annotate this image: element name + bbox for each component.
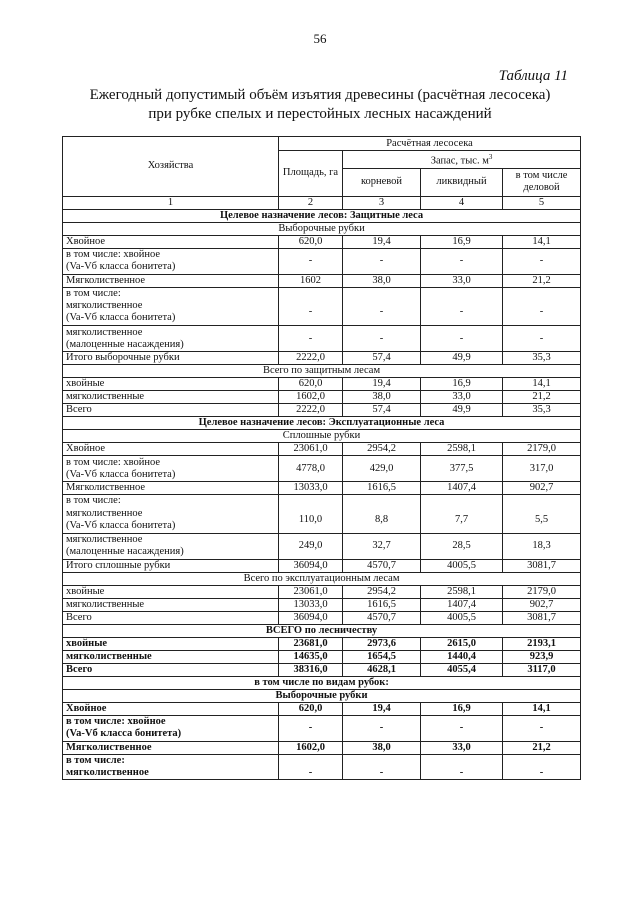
table-row [63, 702, 581, 715]
cell-liquid-stock [421, 287, 503, 300]
cell-root-stock: - [343, 300, 421, 326]
cell-area: 2222,0 [279, 404, 343, 417]
cell-root-stock: - [343, 715, 421, 741]
cell-business-stock: 923,9 [503, 650, 581, 663]
cell-business-stock: 2193,1 [503, 637, 581, 650]
cell-root-stock [343, 495, 421, 508]
header-number-1: 1 [63, 196, 279, 209]
cell-liquid-stock: 33,0 [421, 274, 503, 287]
table-row [63, 404, 581, 417]
row-label: мягколиственные [63, 391, 279, 404]
cell-liquid-stock: 377,5 [421, 456, 503, 482]
header-stock-sup: 3 [488, 153, 493, 161]
subsection-row [63, 222, 581, 235]
cell-business-stock: 3117,0 [503, 663, 581, 676]
cell-root-stock: 8,8 [343, 507, 421, 533]
cell-business-stock: 5,5 [503, 507, 581, 533]
cell-root-stock: 4628,1 [343, 663, 421, 676]
cell-business-stock: 14,1 [503, 702, 581, 715]
cell-root-stock: 1616,5 [343, 598, 421, 611]
subsection-title: Выборочные рубки [63, 689, 581, 702]
row-label: хвойные [63, 378, 279, 391]
cell-area: 110,0 [279, 507, 343, 533]
cell-area: 36094,0 [279, 559, 343, 572]
section-title: Целевое назначение лесов: Эксплуатационные леса [63, 417, 581, 430]
cell-liquid-stock: 28,5 [421, 533, 503, 559]
cell-area: 4778,0 [279, 456, 343, 482]
row-label: Мягколиственное [63, 741, 279, 754]
cell-root-stock: 38,0 [343, 274, 421, 287]
cell-area: 13033,0 [279, 482, 343, 495]
cell-business-stock: 2179,0 [503, 585, 581, 598]
cell-root-stock: 2954,2 [343, 585, 421, 598]
table-body [63, 209, 581, 779]
cell-business-stock: - [503, 248, 581, 274]
section-row [63, 676, 581, 689]
cell-liquid-stock: 4005,5 [421, 559, 503, 572]
row-label: Хвойное [63, 235, 279, 248]
cell-root-stock [343, 287, 421, 300]
cell-root-stock: 429,0 [343, 456, 421, 482]
cell-liquid-stock: 33,0 [421, 391, 503, 404]
cell-area: 38316,0 [279, 663, 343, 676]
row-label: в том числе: [63, 754, 279, 767]
cell-liquid-stock: 16,9 [421, 235, 503, 248]
cell-root-stock: 4570,7 [343, 559, 421, 572]
cell-root-stock: - [343, 248, 421, 274]
cell-root-stock: 1654,5 [343, 650, 421, 663]
cell-area: 1602,0 [279, 391, 343, 404]
table-row [63, 456, 581, 482]
subsection-row [63, 365, 581, 378]
subsection-title: Всего по эксплуатационным лесам [63, 572, 581, 585]
row-label: мягколиственные [63, 598, 279, 611]
table-row [63, 274, 581, 287]
cell-area: 36094,0 [279, 611, 343, 624]
cell-liquid-stock: 16,9 [421, 702, 503, 715]
table-row [63, 767, 581, 780]
table-header [63, 137, 581, 210]
felling-table [62, 136, 581, 780]
table-row [63, 326, 581, 352]
row-label: хвойные [63, 585, 279, 598]
cell-liquid-stock: - [421, 767, 503, 780]
cell-area: - [279, 248, 343, 274]
table-row [63, 611, 581, 624]
cell-area: 249,0 [279, 533, 343, 559]
cell-liquid-stock: 2598,1 [421, 443, 503, 456]
section-row [63, 209, 581, 222]
table-row [63, 650, 581, 663]
row-label: мягколиственное [63, 767, 279, 780]
cell-business-stock: 35,3 [503, 352, 581, 365]
table-row [63, 507, 581, 533]
cell-business-stock: 21,2 [503, 274, 581, 287]
cell-liquid-stock: 4055,4 [421, 663, 503, 676]
subsection-title: Сплошные рубки [63, 430, 581, 443]
cell-business-stock: 18,3 [503, 533, 581, 559]
cell-liquid-stock [421, 754, 503, 767]
table-row [63, 754, 581, 767]
cell-area: 23061,0 [279, 443, 343, 456]
cell-area: 14635,0 [279, 650, 343, 663]
section-title: в том числе по видам рубок: [63, 676, 581, 689]
header-group-main: Расчётная лесосека [279, 137, 581, 151]
table-row [63, 741, 581, 754]
table-row [63, 235, 581, 248]
table-row [63, 378, 581, 391]
cell-root-stock: 38,0 [343, 741, 421, 754]
cell-business-stock: 35,3 [503, 404, 581, 417]
table-row [63, 715, 581, 741]
header-root: корневой [343, 168, 421, 196]
cell-liquid-stock: 1407,4 [421, 598, 503, 611]
cell-area [279, 754, 343, 767]
cell-liquid-stock: 49,9 [421, 404, 503, 417]
table-row [63, 495, 581, 508]
row-label: Всего [63, 611, 279, 624]
cell-business-stock: - [503, 300, 581, 326]
header-area: Площадь, га [279, 151, 343, 197]
cell-liquid-stock: 16,9 [421, 378, 503, 391]
table-row [63, 533, 581, 559]
subsection-row [63, 689, 581, 702]
table-label: Таблица 11 [498, 68, 568, 84]
row-label: мягколиственное (Va-Vб класса бонитета) [63, 507, 279, 533]
cell-business-stock: 3081,7 [503, 611, 581, 624]
row-label: мягколиственное (малоценные насаждения) [63, 326, 279, 352]
cell-liquid-stock: - [421, 326, 503, 352]
cell-area: - [279, 300, 343, 326]
cell-area: 1602,0 [279, 741, 343, 754]
cell-area: 1602 [279, 274, 343, 287]
table-row [63, 300, 581, 326]
cell-liquid-stock: 2615,0 [421, 637, 503, 650]
cell-liquid-stock [421, 495, 503, 508]
row-label: в том числе: хвойное (Va-Vб класса бонитета) [63, 715, 279, 741]
cell-business-stock: 317,0 [503, 456, 581, 482]
cell-root-stock: 32,7 [343, 533, 421, 559]
cell-area: - [279, 326, 343, 352]
header-group-stock [343, 151, 581, 169]
row-label: в том числе: хвойное (Va-Vб класса бонитета) [63, 456, 279, 482]
header-number-5: 5 [503, 196, 581, 209]
row-label: мягколиственное (малоценные насаждения) [63, 533, 279, 559]
cell-liquid-stock: - [421, 715, 503, 741]
section-title: ВСЕГО по лесничеству [63, 624, 581, 637]
cell-area: 620,0 [279, 702, 343, 715]
cell-business-stock: 902,7 [503, 482, 581, 495]
row-label: Итого выборочные рубки [63, 352, 279, 365]
cell-business-stock [503, 754, 581, 767]
cell-root-stock: 38,0 [343, 391, 421, 404]
row-label: мягколиственные [63, 650, 279, 663]
cell-root-stock: 1616,5 [343, 482, 421, 495]
row-label: Итого сплошные рубки [63, 559, 279, 572]
cell-root-stock: 57,4 [343, 404, 421, 417]
cell-root-stock [343, 754, 421, 767]
table-row [63, 391, 581, 404]
cell-area: 13033,0 [279, 598, 343, 611]
cell-liquid-stock: 33,0 [421, 741, 503, 754]
table-row [63, 585, 581, 598]
cell-area: 620,0 [279, 378, 343, 391]
cell-liquid-stock: 4005,5 [421, 611, 503, 624]
table-row [63, 482, 581, 495]
cell-root-stock: - [343, 767, 421, 780]
cell-area [279, 287, 343, 300]
subsection-row [63, 572, 581, 585]
page-number: 56 [313, 31, 327, 46]
table-row [63, 663, 581, 676]
cell-root-stock: - [343, 326, 421, 352]
cell-business-stock: 2179,0 [503, 443, 581, 456]
table-row [63, 637, 581, 650]
row-label: Всего [63, 404, 279, 417]
table-row [63, 248, 581, 274]
cell-business-stock: 21,2 [503, 741, 581, 754]
row-label: хвойные [63, 637, 279, 650]
cell-liquid-stock: 1440,4 [421, 650, 503, 663]
cell-root-stock: 19,4 [343, 235, 421, 248]
section-row [63, 417, 581, 430]
cell-area: 23061,0 [279, 585, 343, 598]
header-number-3: 3 [343, 196, 421, 209]
cell-area [279, 495, 343, 508]
cell-area: 2222,0 [279, 352, 343, 365]
header-farm: Хозяйства [63, 137, 279, 197]
cell-area: - [279, 767, 343, 780]
cell-business-stock: 14,1 [503, 378, 581, 391]
row-label: Всего [63, 663, 279, 676]
cell-liquid-stock: 2598,1 [421, 585, 503, 598]
row-label: в том числе: хвойное (Va-Vб класса бонитета) [63, 248, 279, 274]
row-label: Мягколиственное [63, 274, 279, 287]
table-row [63, 352, 581, 365]
cell-area: 23681,0 [279, 637, 343, 650]
cell-liquid-stock: 49,9 [421, 352, 503, 365]
cell-business-stock: - [503, 767, 581, 780]
cell-root-stock: 4570,7 [343, 611, 421, 624]
cell-business-stock: 3081,7 [503, 559, 581, 572]
cell-business-stock: 902,7 [503, 598, 581, 611]
cell-root-stock: 57,4 [343, 352, 421, 365]
section-row [63, 624, 581, 637]
cell-business-stock: 21,2 [503, 391, 581, 404]
header-liquid: ликвидный [421, 168, 503, 196]
row-label: Мягколиственное [63, 482, 279, 495]
cell-business-stock [503, 287, 581, 300]
cell-area: 620,0 [279, 235, 343, 248]
title-line-2: при рубке спелых и перестойных лесных насаждений [148, 106, 492, 122]
cell-liquid-stock: 1407,4 [421, 482, 503, 495]
cell-business-stock: - [503, 715, 581, 741]
cell-root-stock: 19,4 [343, 702, 421, 715]
cell-liquid-stock: - [421, 300, 503, 326]
header-number-2: 2 [279, 196, 343, 209]
cell-root-stock: 19,4 [343, 378, 421, 391]
table-row [63, 598, 581, 611]
subsection-title: Выборочные рубки [63, 222, 581, 235]
row-label: в том числе: [63, 287, 279, 300]
header-business: в том числе деловой [503, 168, 581, 196]
table-row [63, 559, 581, 572]
cell-liquid-stock: - [421, 248, 503, 274]
header-number-4: 4 [421, 196, 503, 209]
header-stock-label: Запас, тыс. м [430, 155, 489, 167]
table-row [63, 287, 581, 300]
cell-business-stock: - [503, 326, 581, 352]
cell-root-stock: 2954,2 [343, 443, 421, 456]
row-label: Хвойное [63, 443, 279, 456]
cell-business-stock: 14,1 [503, 235, 581, 248]
row-label: Хвойное [63, 702, 279, 715]
row-label: в том числе: [63, 495, 279, 508]
cell-business-stock [503, 495, 581, 508]
row-label: мягколиственное (Va-Vб класса бонитета) [63, 300, 279, 326]
subsection-row [63, 430, 581, 443]
subsection-title: Всего по защитным лесам [63, 365, 581, 378]
table-row [63, 443, 581, 456]
cell-area: - [279, 715, 343, 741]
cell-root-stock: 2973,6 [343, 637, 421, 650]
table-title [60, 86, 580, 124]
section-title: Целевое назначение лесов: Защитные леса [63, 209, 581, 222]
cell-liquid-stock: 7,7 [421, 507, 503, 533]
title-line-1: Ежегодный допустимый объём изъятия древесины (расчётная лесосека) [89, 87, 551, 103]
